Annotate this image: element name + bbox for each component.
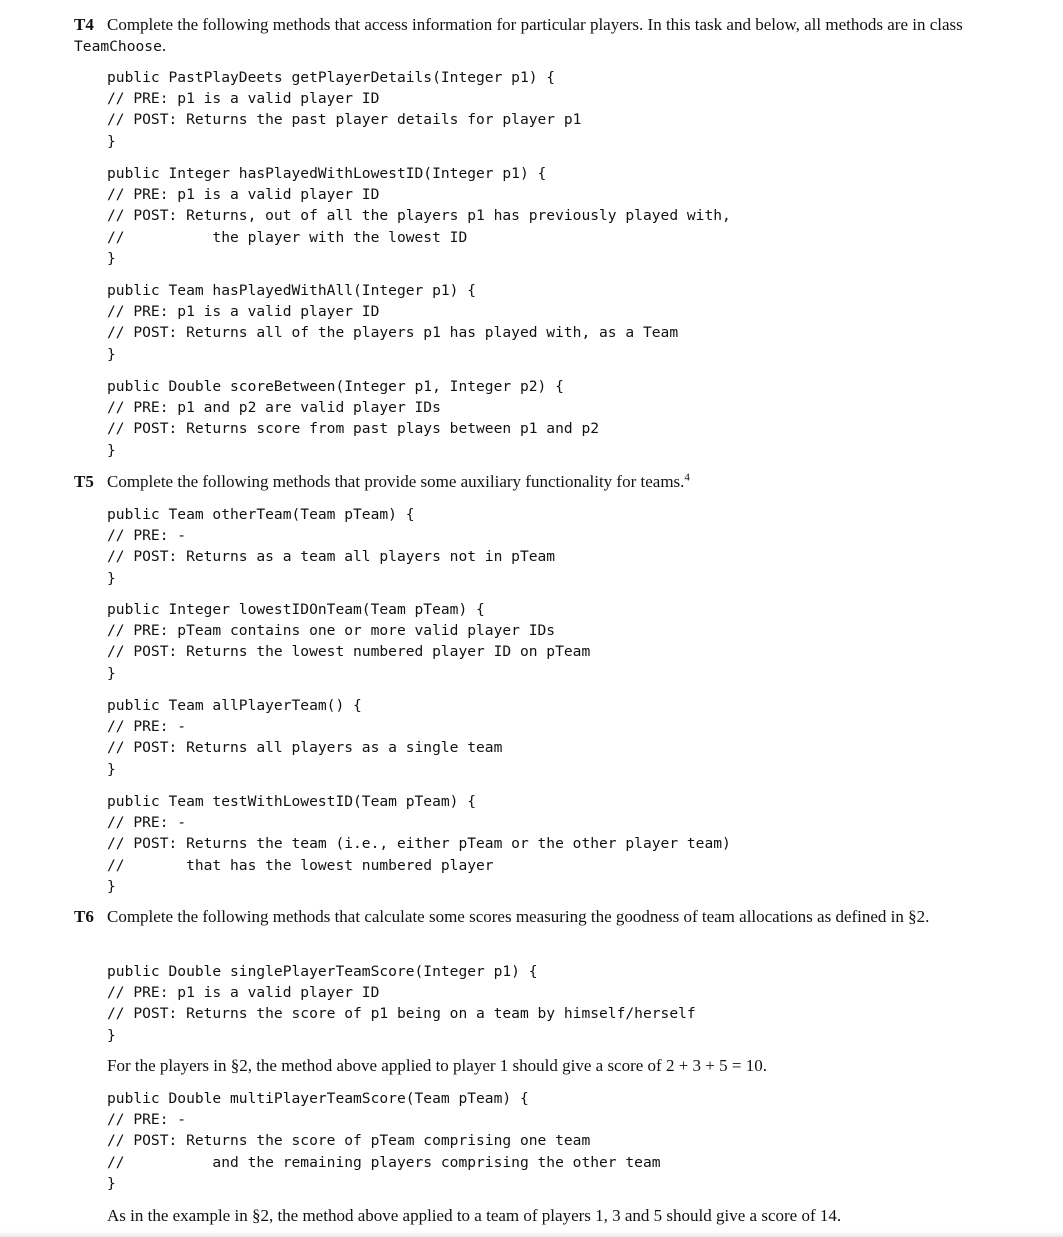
code-block-testWithLowestID — [107, 791, 731, 897]
code-line: public Team allPlayerTeam() { — [107, 697, 362, 714]
code-block-scoreBetween — [107, 376, 599, 461]
code-line: public Double multiPlayerTeamScore(Team pTeam) { — [107, 1090, 529, 1107]
code-line: public Double scoreBetween(Integer p1, Integer p2) { — [107, 378, 564, 395]
code-line: } — [107, 1026, 116, 1044]
code-line: } — [107, 249, 116, 267]
task-t4-text: Complete the following methods that access information for particular players. In this task and below, all methods are in class — [107, 15, 963, 34]
code-line: // POST: Returns the lowest numbered player ID on pTeam — [107, 643, 591, 661]
code-block-lowestIDOnTeam — [107, 599, 590, 684]
code-line: } — [107, 345, 116, 363]
task-t6-description — [74, 906, 1007, 927]
code-line: public Double singlePlayerTeamScore(Integer p1) { — [107, 963, 538, 980]
code-line: // POST: Returns score from past plays between p1 and p2 — [107, 420, 600, 438]
code-line: // POST: Returns all of the players p1 has played with, as a Team — [107, 324, 679, 342]
task-t5-text: Complete the following methods that provide some auxiliary functionality for teams. — [107, 472, 685, 491]
code-line: // PRE: - — [107, 527, 187, 545]
code-line: // PRE: p1 is a valid player ID — [107, 303, 380, 321]
code-line: } — [107, 664, 116, 682]
code-line: // that has the lowest numbered player — [107, 856, 494, 874]
code-block-multiPlayerTeamScore — [107, 1088, 661, 1194]
code-line: public PastPlayDeets getPlayerDetails(Integer p1) { — [107, 69, 556, 86]
example-note-single-player: For the players in §2, the method above applied to player 1 should give a score of 2 + 3 + 5 = 10. — [107, 1056, 767, 1075]
code-line: // POST: Returns the past player details for player p1 — [107, 111, 582, 129]
code-line: } — [107, 877, 116, 895]
code-line: // PRE: p1 is a valid player ID — [107, 984, 380, 1002]
code-line: // PRE: - — [107, 718, 187, 736]
code-line: // POST: Returns as a team all players not in pTeam — [107, 548, 556, 566]
code-block-allPlayerTeam — [107, 695, 502, 780]
code-line: public Team otherTeam(Team pTeam) { — [107, 506, 415, 523]
code-line: // PRE: p1 is a valid player ID — [107, 90, 380, 108]
code-block-hasPlayedWithLowestID — [107, 163, 731, 269]
task-t5-description — [74, 471, 1007, 492]
code-line: } — [107, 132, 116, 150]
code-line: public Team testWithLowestID(Team pTeam) { — [107, 793, 477, 810]
code-line: public Integer hasPlayedWithLowestID(Integer p1) { — [107, 165, 547, 182]
code-line: // POST: Returns all players as a single team — [107, 739, 503, 757]
code-line: } — [107, 1174, 116, 1192]
code-line: // POST: Returns the score of p1 being on a team by himself/herself — [107, 1005, 696, 1023]
code-line: public Team hasPlayedWithAll(Integer p1) { — [107, 282, 477, 299]
code-block-hasPlayedWithAll — [107, 280, 678, 365]
task-t4-text-end: . — [161, 36, 167, 55]
task-t6-text: Complete the following methods that calculate some scores measuring the goodness of team allocations as defined in §2. — [107, 907, 930, 926]
code-line: // POST: Returns, out of all the players p1 has previously played with, — [107, 207, 731, 225]
code-line: // PRE: pTeam contains one or more valid player IDs — [107, 622, 556, 640]
code-line: } — [107, 760, 116, 778]
code-block-getPlayerDetails — [107, 67, 581, 152]
footnote-marker: 4 — [684, 471, 690, 484]
task-t4-label: T4 — [74, 15, 94, 34]
task-t4-description — [74, 14, 1007, 57]
task-t4-class-name: TeamChoose — [74, 38, 162, 55]
code-line: // the player with the lowest ID — [107, 228, 468, 246]
code-block-otherTeam — [107, 504, 555, 589]
code-line: // POST: Returns the team (i.e., either pTeam or the other player team) — [107, 835, 731, 853]
code-line: // POST: Returns the score of pTeam comprising one team — [107, 1132, 591, 1150]
code-line: // PRE: p1 and p2 are valid player IDs — [107, 399, 441, 417]
task-t5-label: T5 — [74, 472, 94, 491]
page-bottom-edge — [0, 1231, 1063, 1237]
code-line: } — [107, 441, 116, 459]
code-line: // PRE: p1 is a valid player ID — [107, 186, 380, 204]
code-line: } — [107, 569, 116, 587]
code-line: // and the remaining players comprising the other team — [107, 1153, 661, 1171]
code-line: // PRE: - — [107, 814, 187, 832]
code-line: // PRE: - — [107, 1111, 187, 1129]
code-block-singlePlayerTeamScore — [107, 961, 696, 1046]
example-note-multi-player: As in the example in §2, the method above applied to a team of players 1, 3 and 5 should give a score of 14. — [107, 1206, 842, 1225]
task-t6-label: T6 — [74, 907, 94, 926]
code-line: public Integer lowestIDOnTeam(Team pTeam) { — [107, 601, 485, 618]
